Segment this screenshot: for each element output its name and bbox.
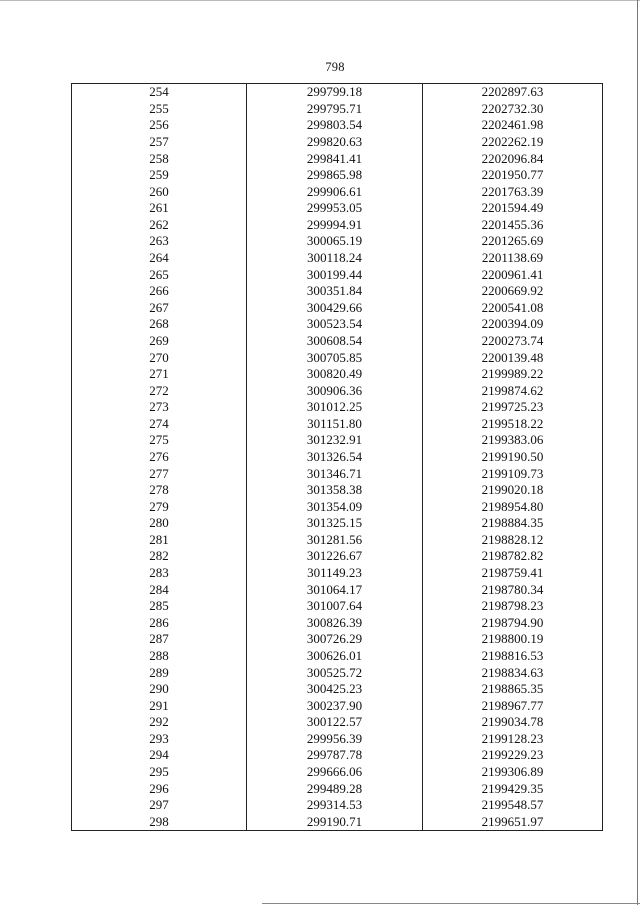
- table-row: [72, 117, 603, 134]
- table-row: [72, 780, 603, 797]
- y-coordinate-cell: 2200394.09: [423, 316, 603, 333]
- table-row: [72, 681, 603, 698]
- table-row: [72, 747, 603, 764]
- x-coordinate-cell: 299799.18: [247, 84, 423, 101]
- point-number-cell: 286: [72, 615, 247, 632]
- y-coordinate-cell: 2198865.35: [423, 681, 603, 698]
- page-right-edge: [637, 0, 638, 905]
- table-row: [72, 548, 603, 565]
- y-coordinate-cell: 2198816.53: [423, 648, 603, 665]
- table-row: [72, 167, 603, 184]
- point-number-cell: 280: [72, 515, 247, 532]
- x-coordinate-cell: 300425.23: [247, 681, 423, 698]
- point-number-cell: 274: [72, 416, 247, 433]
- x-coordinate-cell: 300608.54: [247, 333, 423, 350]
- x-coordinate-cell: 300065.19: [247, 233, 423, 250]
- x-coordinate-cell: 301149.23: [247, 565, 423, 582]
- y-coordinate-cell: 2199548.57: [423, 797, 603, 814]
- y-coordinate-cell: 2199034.78: [423, 714, 603, 731]
- x-coordinate-cell: 301281.56: [247, 532, 423, 549]
- y-coordinate-cell: 2198794.90: [423, 615, 603, 632]
- y-coordinate-cell: 2201455.36: [423, 217, 603, 234]
- point-number-cell: 270: [72, 349, 247, 366]
- point-number-cell: 263: [72, 233, 247, 250]
- y-coordinate-cell: 2199109.73: [423, 465, 603, 482]
- y-coordinate-cell: 2199128.23: [423, 731, 603, 748]
- point-number-cell: 269: [72, 333, 247, 350]
- table-row: [72, 631, 603, 648]
- point-number-cell: 254: [72, 84, 247, 101]
- y-coordinate-cell: 2199190.50: [423, 449, 603, 466]
- y-coordinate-cell: 2201950.77: [423, 167, 603, 184]
- x-coordinate-cell: 299489.28: [247, 780, 423, 797]
- y-coordinate-cell: 2198800.19: [423, 631, 603, 648]
- table-row: [72, 714, 603, 731]
- x-coordinate-cell: 300429.66: [247, 300, 423, 317]
- x-coordinate-cell: 301358.38: [247, 482, 423, 499]
- coordinates-table: [71, 83, 603, 831]
- point-number-cell: 261: [72, 200, 247, 217]
- y-coordinate-cell: 2198780.34: [423, 581, 603, 598]
- table-row: [72, 416, 603, 433]
- table-row: [72, 764, 603, 781]
- y-coordinate-cell: 2202096.84: [423, 150, 603, 167]
- x-coordinate-cell: 301012.25: [247, 399, 423, 416]
- point-number-cell: 272: [72, 382, 247, 399]
- y-coordinate-cell: 2202262.19: [423, 134, 603, 151]
- point-number-cell: 292: [72, 714, 247, 731]
- table-row: [72, 648, 603, 665]
- x-coordinate-cell: 300820.49: [247, 366, 423, 383]
- point-number-cell: 256: [72, 117, 247, 134]
- table-row: [72, 449, 603, 466]
- point-number-cell: 278: [72, 482, 247, 499]
- x-coordinate-cell: 299787.78: [247, 747, 423, 764]
- y-coordinate-cell: 2198884.35: [423, 515, 603, 532]
- point-number-cell: 255: [72, 101, 247, 118]
- table-row: [72, 399, 603, 416]
- point-number-cell: 283: [72, 565, 247, 582]
- y-coordinate-cell: 2198954.80: [423, 498, 603, 515]
- x-coordinate-cell: 300199.44: [247, 266, 423, 283]
- y-coordinate-cell: 2201763.39: [423, 183, 603, 200]
- y-coordinate-cell: 2200273.74: [423, 333, 603, 350]
- table-row: [72, 316, 603, 333]
- table-row: [72, 813, 603, 830]
- table-row: [72, 250, 603, 267]
- point-number-cell: 267: [72, 300, 247, 317]
- y-coordinate-cell: 2198834.63: [423, 664, 603, 681]
- y-coordinate-cell: 2199518.22: [423, 416, 603, 433]
- point-number-cell: 275: [72, 432, 247, 449]
- table-row: [72, 797, 603, 814]
- x-coordinate-cell: 300523.54: [247, 316, 423, 333]
- x-coordinate-cell: 300118.24: [247, 250, 423, 267]
- point-number-cell: 277: [72, 465, 247, 482]
- x-coordinate-cell: 300237.90: [247, 697, 423, 714]
- table-row: [72, 366, 603, 383]
- x-coordinate-cell: 301232.91: [247, 432, 423, 449]
- table-row: [72, 565, 603, 582]
- point-number-cell: 288: [72, 648, 247, 665]
- x-coordinate-cell: 300906.36: [247, 382, 423, 399]
- point-number-cell: 273: [72, 399, 247, 416]
- table-row: [72, 266, 603, 283]
- point-number-cell: 262: [72, 217, 247, 234]
- x-coordinate-cell: 299803.54: [247, 117, 423, 134]
- table-row: [72, 134, 603, 151]
- point-number-cell: 291: [72, 697, 247, 714]
- table-row: [72, 333, 603, 350]
- table-row: [72, 532, 603, 549]
- table-row: [72, 465, 603, 482]
- y-coordinate-cell: 2202897.63: [423, 84, 603, 101]
- table-row: [72, 233, 603, 250]
- table-row: [72, 382, 603, 399]
- point-number-cell: 271: [72, 366, 247, 383]
- point-number-cell: 295: [72, 764, 247, 781]
- x-coordinate-cell: 300726.29: [247, 631, 423, 648]
- table-row: [72, 84, 603, 101]
- y-coordinate-cell: 2202461.98: [423, 117, 603, 134]
- y-coordinate-cell: 2198759.41: [423, 565, 603, 582]
- x-coordinate-cell: 301325.15: [247, 515, 423, 532]
- y-coordinate-cell: 2199020.18: [423, 482, 603, 499]
- y-coordinate-cell: 2200961.41: [423, 266, 603, 283]
- y-coordinate-cell: 2200669.92: [423, 283, 603, 300]
- table-row: [72, 498, 603, 515]
- x-coordinate-cell: 300525.72: [247, 664, 423, 681]
- y-coordinate-cell: 2199874.62: [423, 382, 603, 399]
- point-number-cell: 296: [72, 780, 247, 797]
- y-coordinate-cell: 2199306.89: [423, 764, 603, 781]
- point-number-cell: 257: [72, 134, 247, 151]
- point-number-cell: 279: [72, 498, 247, 515]
- x-coordinate-cell: 299994.91: [247, 217, 423, 234]
- point-number-cell: 287: [72, 631, 247, 648]
- point-number-cell: 289: [72, 664, 247, 681]
- y-coordinate-cell: 2200541.08: [423, 300, 603, 317]
- point-number-cell: 297: [72, 797, 247, 814]
- point-number-cell: 264: [72, 250, 247, 267]
- x-coordinate-cell: 301346.71: [247, 465, 423, 482]
- table-row: [72, 697, 603, 714]
- y-coordinate-cell: 2198967.77: [423, 697, 603, 714]
- y-coordinate-cell: 2200139.48: [423, 349, 603, 366]
- y-coordinate-cell: 2201138.69: [423, 250, 603, 267]
- table-row: [72, 482, 603, 499]
- x-coordinate-cell: 299666.06: [247, 764, 423, 781]
- point-number-cell: 282: [72, 548, 247, 565]
- point-number-cell: 290: [72, 681, 247, 698]
- coordinates-table-body: [72, 84, 603, 831]
- table-row: [72, 664, 603, 681]
- table-row: [72, 101, 603, 118]
- y-coordinate-cell: 2201594.49: [423, 200, 603, 217]
- x-coordinate-cell: 300626.01: [247, 648, 423, 665]
- table-row: [72, 217, 603, 234]
- x-coordinate-cell: 299314.53: [247, 797, 423, 814]
- y-coordinate-cell: 2199383.06: [423, 432, 603, 449]
- x-coordinate-cell: 301007.64: [247, 598, 423, 615]
- x-coordinate-cell: 301064.17: [247, 581, 423, 598]
- y-coordinate-cell: 2202732.30: [423, 101, 603, 118]
- point-number-cell: 268: [72, 316, 247, 333]
- table-row: [72, 150, 603, 167]
- y-coordinate-cell: 2198798.23: [423, 598, 603, 615]
- point-number-cell: 284: [72, 581, 247, 598]
- point-number-cell: 266: [72, 283, 247, 300]
- point-number-cell: 293: [72, 731, 247, 748]
- y-coordinate-cell: 2199429.35: [423, 780, 603, 797]
- x-coordinate-cell: 299906.61: [247, 183, 423, 200]
- page-number: 798: [325, 60, 345, 74]
- x-coordinate-cell: 300826.39: [247, 615, 423, 632]
- table-row: [72, 598, 603, 615]
- x-coordinate-cell: 300351.84: [247, 283, 423, 300]
- table-row: [72, 183, 603, 200]
- point-number-cell: 258: [72, 150, 247, 167]
- x-coordinate-cell: 299956.39: [247, 731, 423, 748]
- point-number-cell: 265: [72, 266, 247, 283]
- table-row: [72, 432, 603, 449]
- x-coordinate-cell: 301151.80: [247, 416, 423, 433]
- y-coordinate-cell: 2201265.69: [423, 233, 603, 250]
- point-number-cell: 294: [72, 747, 247, 764]
- x-coordinate-cell: 301354.09: [247, 498, 423, 515]
- table-row: [72, 581, 603, 598]
- y-coordinate-cell: 2199989.22: [423, 366, 603, 383]
- y-coordinate-cell: 2198828.12: [423, 532, 603, 549]
- table-row: [72, 731, 603, 748]
- x-coordinate-cell: 301326.54: [247, 449, 423, 466]
- y-coordinate-cell: 2199229.23: [423, 747, 603, 764]
- table-row: [72, 349, 603, 366]
- y-coordinate-cell: 2199651.97: [423, 813, 603, 830]
- y-coordinate-cell: 2199725.23: [423, 399, 603, 416]
- bottom-rule: [262, 903, 640, 904]
- y-coordinate-cell: 2198782.82: [423, 548, 603, 565]
- x-coordinate-cell: 299953.05: [247, 200, 423, 217]
- table-row: [72, 283, 603, 300]
- x-coordinate-cell: 299820.63: [247, 134, 423, 151]
- table-row: [72, 200, 603, 217]
- x-coordinate-cell: 299190.71: [247, 813, 423, 830]
- table-row: [72, 515, 603, 532]
- x-coordinate-cell: 299841.41: [247, 150, 423, 167]
- x-coordinate-cell: 299795.71: [247, 101, 423, 118]
- point-number-cell: 281: [72, 532, 247, 549]
- x-coordinate-cell: 300705.85: [247, 349, 423, 366]
- point-number-cell: 285: [72, 598, 247, 615]
- x-coordinate-cell: 301226.67: [247, 548, 423, 565]
- x-coordinate-cell: 299865.98: [247, 167, 423, 184]
- point-number-cell: 260: [72, 183, 247, 200]
- point-number-cell: 276: [72, 449, 247, 466]
- table-row: [72, 615, 603, 632]
- point-number-cell: 259: [72, 167, 247, 184]
- x-coordinate-cell: 300122.57: [247, 714, 423, 731]
- page-top-edge: [0, 0, 640, 1]
- point-number-cell: 298: [72, 813, 247, 830]
- table-row: [72, 300, 603, 317]
